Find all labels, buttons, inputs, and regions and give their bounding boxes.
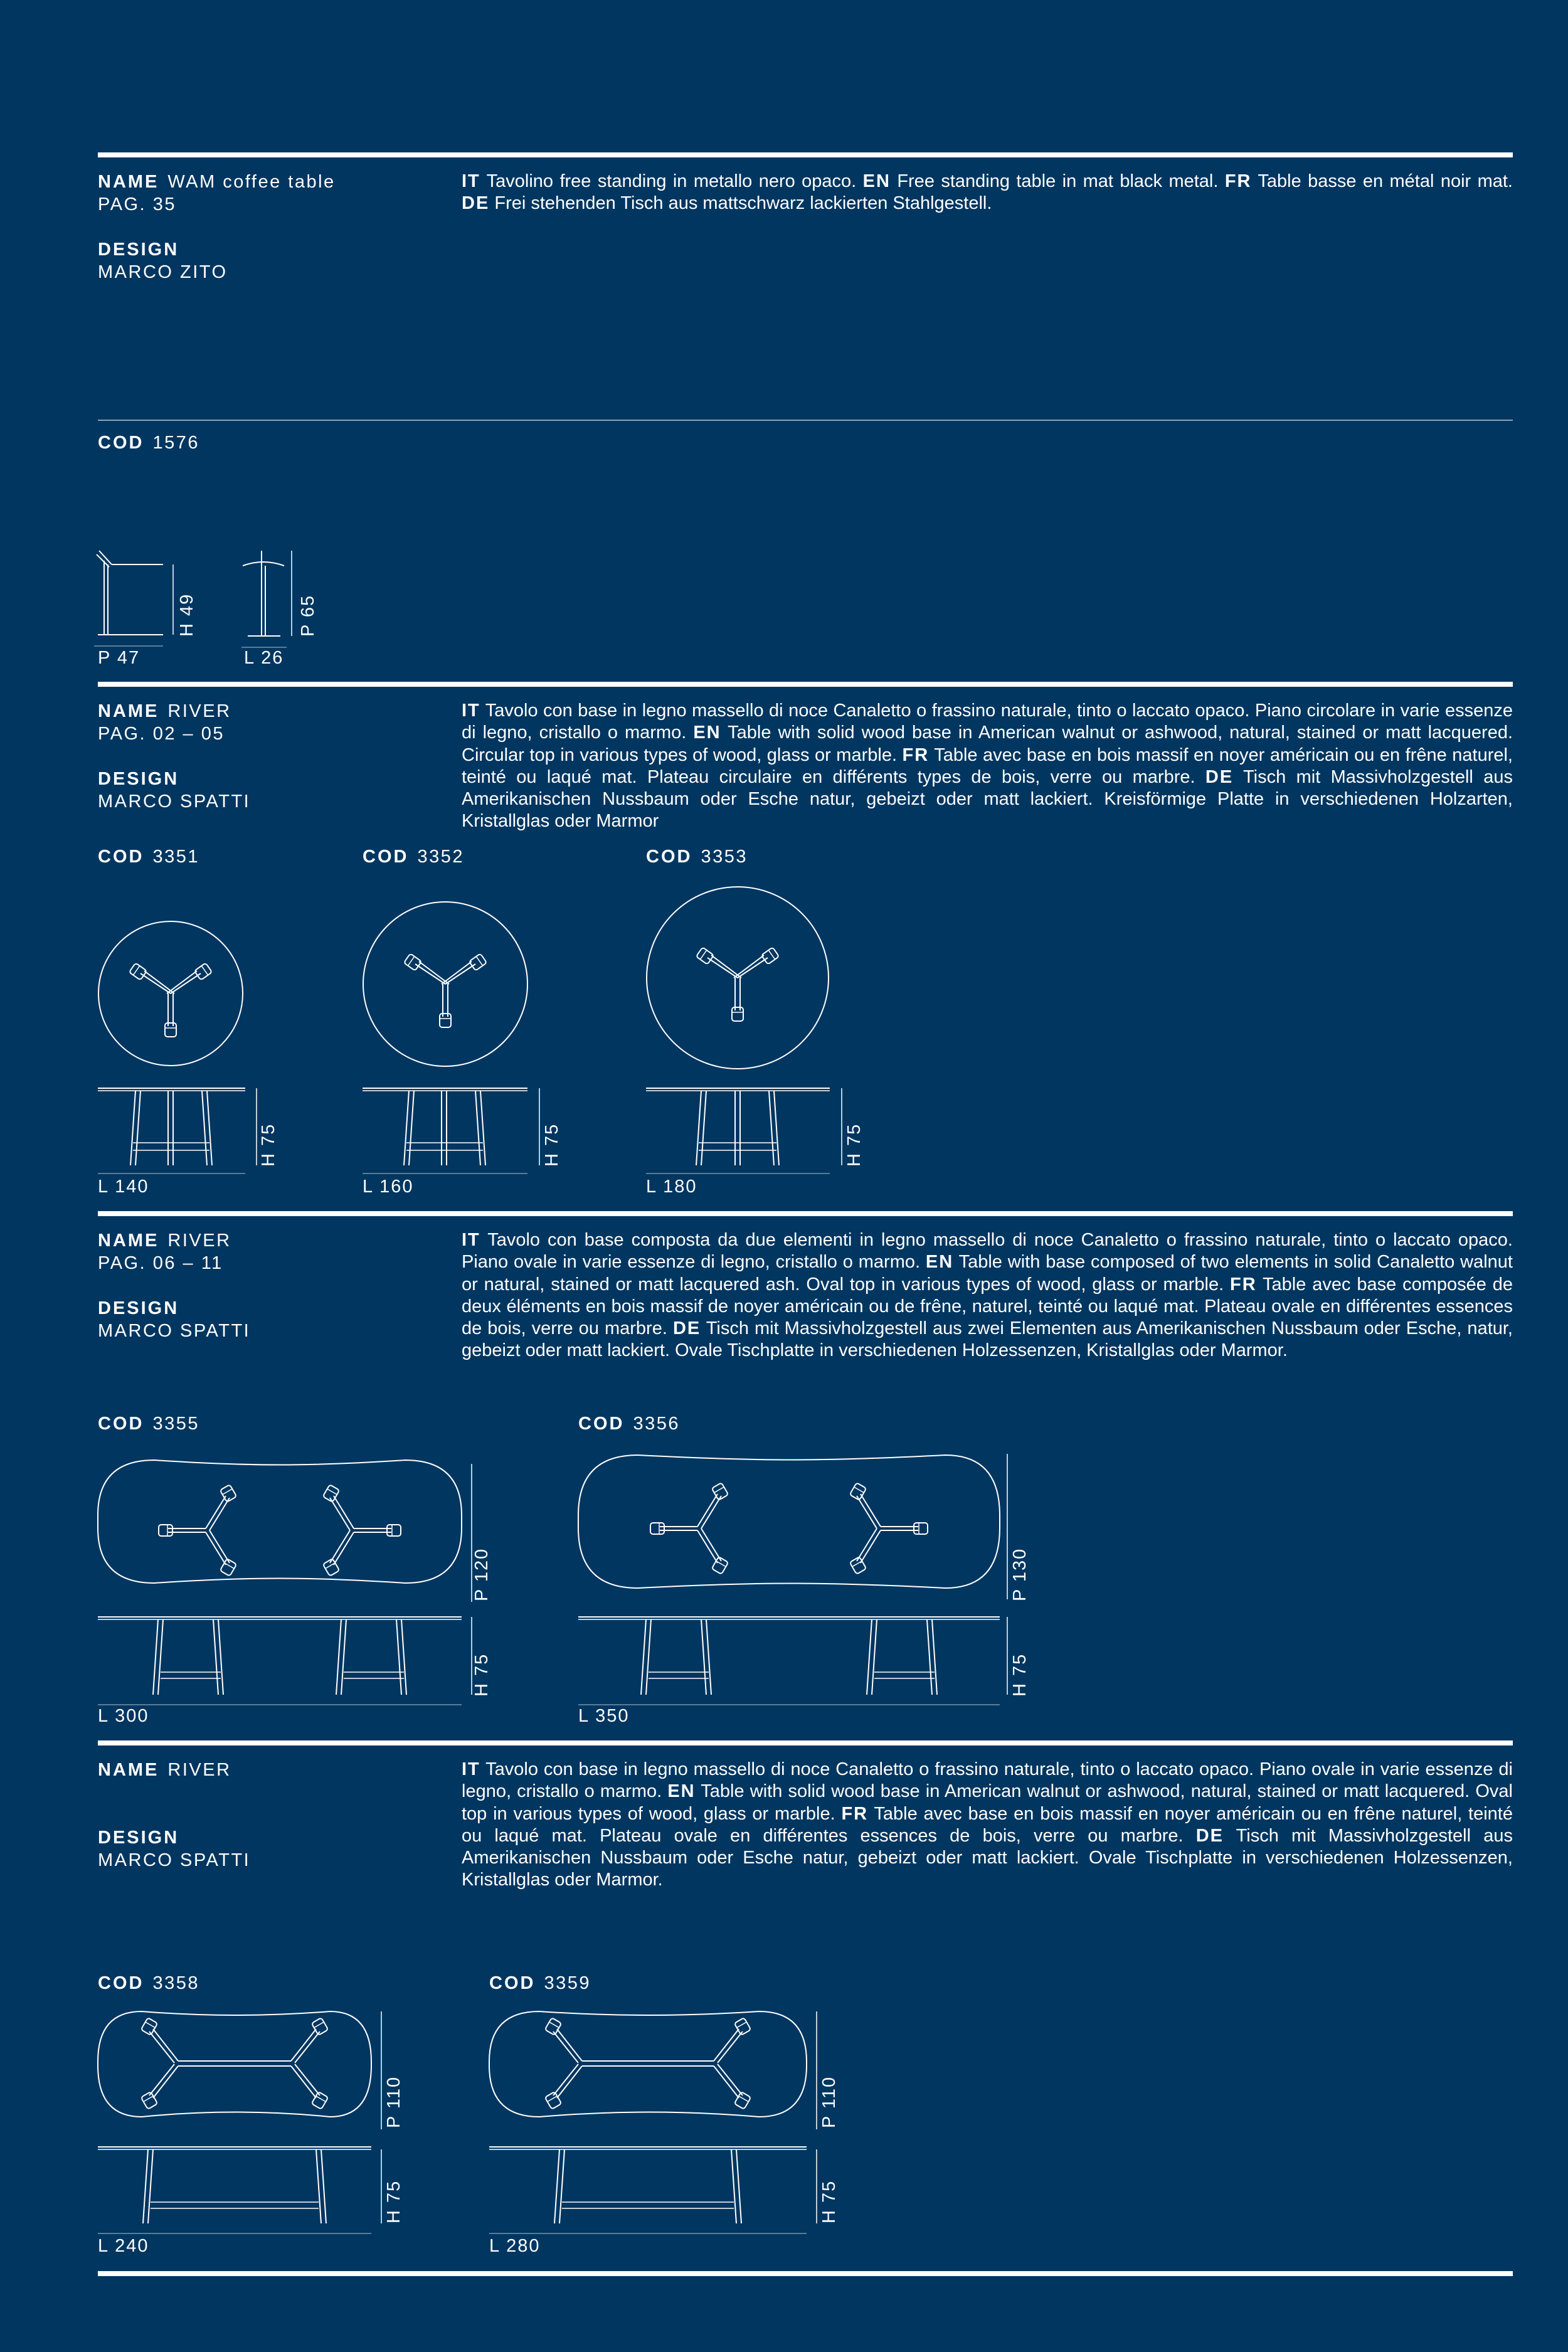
name-label: NAME xyxy=(98,1231,159,1251)
desc-it: Tavolo con base in legno massello di noce Canaletto o frassino naturale, tinto o laccato opaco. Piano ovale in varie essenze di legno, cristallo o marmo. xyxy=(462,1759,1513,1802)
section-divider xyxy=(98,682,1513,687)
design-label: DESIGN xyxy=(98,1828,179,1848)
desc-it: Tavolo con base in legno massello di noce Canaletto o frassino naturale, tinto o laccato opaco. Piano circolare in varie essenze di legno, cristallo o marmo. xyxy=(462,701,1513,743)
table-top-view xyxy=(646,886,831,1071)
product-code: COD 3358 xyxy=(98,1973,199,1993)
product-meta xyxy=(98,1759,250,1872)
dim-length: L 160 xyxy=(363,1177,414,1197)
product-code: COD 3356 xyxy=(578,1414,680,1434)
table-top-view xyxy=(98,921,246,1069)
lang-code-de: DE xyxy=(672,1318,701,1339)
product-description xyxy=(462,1759,1513,1892)
designer-name: MARCO SPATTI xyxy=(98,792,251,812)
lang-code-it: IT xyxy=(462,1759,480,1779)
dim-depth: P 130 xyxy=(1010,1547,1030,1601)
lang-code-en: EN xyxy=(693,723,721,743)
dim-height: H 75 xyxy=(258,1123,278,1167)
product-code: COD 3355 xyxy=(98,1414,199,1434)
desc-it: Tavolo con base composta da due elementi in legno massello di noce Canaletto o frassino naturale, tinto o laccato opaco. Piano ovale in varie essenze di legno, cristallo o marmo. xyxy=(462,1230,1513,1273)
table-top-view xyxy=(489,2010,840,2249)
desc-de: Tisch mit Massivholzgestell aus zwei Elementen aus Amerikanischen Nussbaum oder Esche, natur, gebeizt oder matt lackiert. Ovale Tischplatte in verschiedenen Holzessenzen, Kristallglas oder Marmor. xyxy=(462,1318,1513,1361)
dim-length: L 350 xyxy=(578,1706,630,1726)
table-top-view xyxy=(98,2010,399,2249)
desc-fr: Table basse en métal noir mat. xyxy=(1258,171,1513,191)
lang-code-fr: FR xyxy=(1230,1274,1257,1295)
dim-height: H 75 xyxy=(1010,1653,1030,1697)
lang-code-it: IT xyxy=(462,1230,480,1250)
dim-length: L 280 xyxy=(489,2236,541,2256)
lang-code-fr: FR xyxy=(841,1803,869,1824)
designer-name: MARCO SPATTI xyxy=(98,1850,251,1870)
lang-code-en: EN xyxy=(862,171,891,191)
section-divider xyxy=(98,152,1513,157)
section-divider xyxy=(98,1211,1513,1216)
product-code: COD 3359 xyxy=(489,1973,591,1993)
lang-code-en: EN xyxy=(667,1781,696,1802)
designer-name: MARCO SPATTI xyxy=(98,1321,251,1341)
product-name: RIVER xyxy=(167,701,231,721)
product-description xyxy=(462,171,1513,215)
name-label: NAME xyxy=(98,701,159,721)
product-code: COD 3352 xyxy=(363,847,464,867)
dim-length: L 240 xyxy=(98,2236,149,2256)
desc-it: Tavolino free standing in metallo nero opaco. xyxy=(486,171,857,191)
dim-height: H 49 xyxy=(177,593,197,637)
lang-code-fr: FR xyxy=(1224,171,1252,191)
page-reference: PAG. 06 – 11 xyxy=(98,1253,223,1273)
product-description xyxy=(462,700,1513,833)
table-top-view xyxy=(363,901,529,1068)
desc-de: Tisch mit Massivholzgestell aus Amerikanischen Nussbaum oder Esche natur, gebeizt oder matt lackiert. Kreisförmige Platte in verschiedenen Holzarten, Kristallglas oder Marmor xyxy=(462,766,1513,832)
dim-depth: P 47 xyxy=(98,648,140,668)
product-code: COD 3353 xyxy=(646,847,748,867)
page-reference: PAG. 35 xyxy=(98,194,176,215)
section-divider xyxy=(98,1740,1513,1745)
product-code: COD 3351 xyxy=(98,847,199,867)
desc-en: Table with base composed of two elements in solid Canaletto walnut or natural, stained or matt lacquered ash. Oval top in various types of wood, glass or marble. xyxy=(462,1252,1513,1295)
desc-fr: Table avec base composée de deux éléments en bois massif de noyer américain ou de frêne, naturel, teinté ou laqué mat. Plateau ovale en différentes essences de bois, verre ou marbre. xyxy=(462,1274,1513,1339)
dim-length: L 140 xyxy=(98,1177,149,1197)
dim-length: L 26 xyxy=(244,648,284,668)
lang-code-de: DE xyxy=(1205,766,1234,787)
desc-fr: Table avec base en bois massif en noyer américain ou en frêne naturel, teinté ou laqué mat. Plateau circulaire en différents types de bois, verre ou marbre. xyxy=(462,744,1513,787)
lang-code-it: IT xyxy=(462,171,480,191)
product-meta xyxy=(98,171,336,283)
dim-depth: P 110 xyxy=(384,2075,404,2128)
design-label: DESIGN xyxy=(98,769,179,789)
dim-height: H 75 xyxy=(384,2180,404,2223)
desc-en: Table with solid wood base in American walnut or ashwood, natural, stained or matt lacquered. Oval top in various types of wood, glass or marble. xyxy=(462,1781,1513,1824)
dim-length: L 300 xyxy=(98,1706,149,1726)
page-bottom-rule xyxy=(98,2271,1513,2276)
dim-depth: P 110 xyxy=(819,2075,839,2128)
table-top-view xyxy=(98,1459,487,1710)
dim-height: H 75 xyxy=(542,1123,562,1167)
wam-side-drawing xyxy=(94,546,220,646)
dim-height: H 75 xyxy=(819,2180,839,2223)
page-reference: PAG. 02 – 05 xyxy=(98,724,225,744)
product-name: RIVER xyxy=(167,1231,231,1251)
lang-code-de: DE xyxy=(1195,1825,1224,1846)
product-description xyxy=(462,1229,1513,1362)
design-label: DESIGN xyxy=(98,1298,179,1318)
name-label: NAME xyxy=(98,172,159,192)
product-meta xyxy=(98,1229,250,1342)
product-code: COD 1576 xyxy=(98,433,199,453)
dim-length: L 180 xyxy=(646,1177,697,1197)
table-side-view xyxy=(98,1085,286,1176)
product-name: RIVER xyxy=(167,1760,231,1780)
lang-code-it: IT xyxy=(462,701,480,721)
product-meta xyxy=(98,700,250,813)
table-top-view xyxy=(578,1454,1030,1711)
lang-code-fr: FR xyxy=(902,744,930,765)
name-label: NAME xyxy=(98,1760,159,1780)
designer-name: MARCO ZITO xyxy=(98,262,228,282)
lang-code-en: EN xyxy=(925,1252,954,1273)
desc-en: Table with solid wood base in American walnut or ashwood, natural, stained or matt lacquered. Circular top in various types of wood, glass or marble. xyxy=(462,723,1513,765)
product-name: WAM coffee table xyxy=(167,172,336,192)
dim-depth: P 120 xyxy=(472,1547,492,1601)
lang-code-de: DE xyxy=(462,193,490,214)
dim-height: H 75 xyxy=(844,1123,864,1167)
desc-fr: Table avec base en bois massif en noyer américain ou en frêne naturel, teinté ou laqué mat. Plateau ovale en différentes essences de bois, verre ou marbre. xyxy=(462,1803,1513,1846)
desc-de: Frei stehenden Tisch aus mattschwarz lackierten Stahlgestell. xyxy=(494,193,992,214)
desc-en: Free standing table in mat black metal. xyxy=(897,171,1219,191)
desc-de: Tisch mit Massivholzgestell aus Amerikanischen Nussbaum oder Esche natur, gebeizt oder matt lackiert. Ovale Tischplatte in verschiedenen Holzessenzen, Kristallglas oder Marmor. xyxy=(462,1825,1513,1890)
dim-height: H 75 xyxy=(472,1653,492,1697)
section-separator xyxy=(98,420,1513,421)
dim-depth-2: P 65 xyxy=(298,594,318,637)
design-label: DESIGN xyxy=(98,240,179,260)
